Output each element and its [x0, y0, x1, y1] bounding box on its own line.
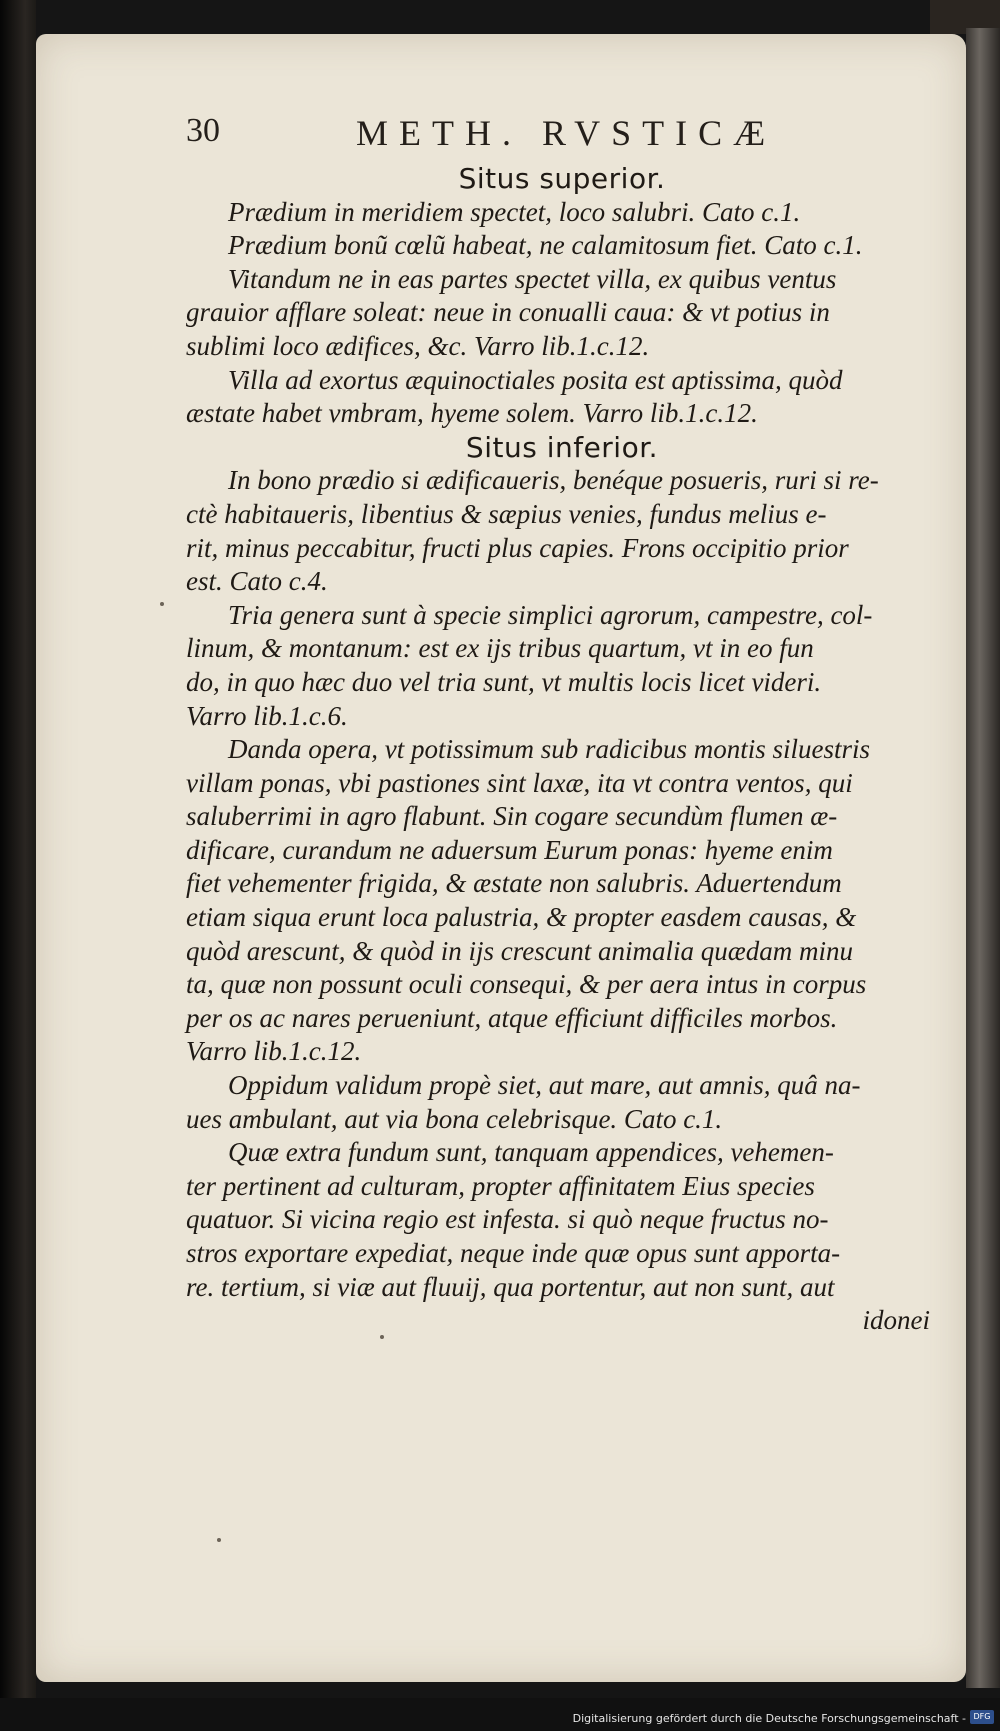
text-line: Prædium bonũ cœlũ habeat, ne calamitosum fiet. Cato c.1. [228, 230, 863, 261]
text-line: Tria genera sunt à specie simplici agrorum, campestre, col- [228, 599, 873, 630]
section-heading: Situs inferior. [465, 430, 659, 464]
text-line: grauior afflare soleat: neue in conualli caua: & vt potius in [186, 297, 830, 328]
section-heading: Situs superior. [458, 162, 666, 195]
text-line: Varro lib.1.c.12. [186, 1036, 362, 1067]
running-title: METH. RVSTICÆ [356, 113, 777, 153]
text-line: rit, minus peccabitur, fructi plus capies. Frons occipitio prior [186, 532, 849, 563]
text-line: stros exportare expediat, neque inde quæ opus sunt apporta- [186, 1238, 841, 1268]
page-fore-edge [966, 28, 1000, 1688]
text-line: ctè habitaueris, libentius & sæpius venies, fundus melius e- [186, 498, 827, 529]
text-line: Vitandum ne in eas partes spectet villa, ex quibus ventus [228, 263, 837, 294]
text-line: æstate habet vmbram, hyeme solem. Varro lib.1.c.12. [186, 398, 758, 429]
paper-speck [160, 602, 164, 606]
text-line: quatuor. Si vicina regio est infesta. si quò neque fructus no- [186, 1204, 829, 1235]
text-line: ter pertinent ad culturam, propter affinitatem Eius species [186, 1170, 815, 1201]
text-line: saluberrimi in agro flabunt. Sin cogare secundùm flumen æ- [186, 801, 838, 832]
text-line: ues ambulant, aut via bona celebrisque. Cato c.1. [186, 1103, 723, 1134]
text-line: ta, quæ non possunt oculi consequi, & per aera intus in corpus [186, 969, 867, 1000]
paper-speck [217, 1538, 221, 1542]
text-line: est. Cato c.4. [186, 566, 328, 597]
text-line: linum, & montanum: est ex ijs tribus quartum, vt in eo fun [186, 633, 814, 664]
page-header [186, 112, 926, 162]
binding-edge [0, 0, 36, 1731]
text-line: Prædium in meridiem spectet, loco salubri. Cato c.1. [228, 196, 801, 227]
text-line: Varro lib.1.c.6. [186, 700, 348, 731]
text-line: sublimi loco ædifices, &c. Varro lib.1.c.12. [186, 330, 650, 361]
text-line: re. tertium, si viæ aut fluuij, qua portentur, aut non sunt, aut [186, 1271, 835, 1302]
text-line: dificare, curandum ne aduersum Eurum ponas: hyeme enim [186, 834, 833, 865]
dfg-logo: DFG [970, 1710, 994, 1724]
text-line: quòd arescunt, & quòd in ijs crescunt animalia quædam minu [186, 935, 853, 966]
text-line: Villa ad exortus æquinoctiales posita est aptissima, quòd [228, 364, 843, 395]
text-line: do, in quo hæc duo vel tria sunt, vt multis locis licet videri. [186, 666, 822, 697]
page-number: 30 [186, 112, 220, 149]
text-line: Oppidum validum propè siet, aut mare, aut amnis, quâ na- [228, 1070, 861, 1101]
text-line: etiam siqua erunt loca palustria, & propter easdem causas, & [186, 902, 857, 933]
text-line: per os ac nares perueniunt, atque efficiunt difficiles morbos. [186, 1002, 838, 1033]
text-block [186, 162, 938, 1338]
text-line: In bono prædio si ædificaueris, benéque posueris, ruri si re- [228, 465, 879, 496]
paper-speck [380, 1335, 384, 1339]
text-line: villam ponas, vbi pastiones sint laxæ, ita vt contra ventos, qui [186, 767, 853, 798]
digitization-credit: Digitalisierung gefördert durch die Deutsche Forschungsgemeinschaft - [572, 1712, 966, 1725]
text-line: idonei [862, 1305, 930, 1336]
text-line: Danda opera, vt potissimum sub radicibus montis siluestris [228, 734, 871, 765]
text-line: fiet vehementer frigida, & æstate non salubris. Aduertendum [186, 868, 842, 899]
text-line: Quæ extra fundum sunt, tanquam appendices, vehemen- [228, 1137, 834, 1168]
